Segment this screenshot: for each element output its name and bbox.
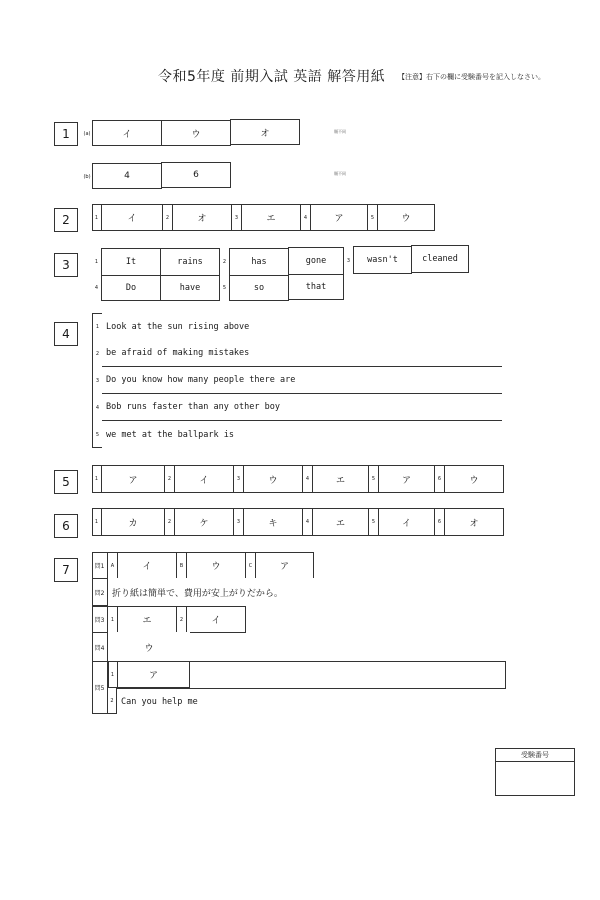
- q2-item-5-answer[interactable]: ウ: [377, 204, 435, 231]
- q5-item-2-number: 2: [167, 476, 172, 482]
- q3-item-1-word-1[interactable]: It: [101, 248, 161, 276]
- q4-row-5-answer[interactable]: we met at the ballpark is: [102, 421, 502, 448]
- q5-item-6-answer[interactable]: ウ: [444, 465, 504, 493]
- q7-part1-b-label: B: [179, 562, 184, 569]
- q7-part3-label: 問3: [92, 607, 108, 632]
- question-number-2: 2: [54, 208, 78, 232]
- q2-item-2-answer[interactable]: オ: [172, 204, 232, 231]
- q7-part3-item-2-number: 2: [179, 616, 184, 623]
- question-number-4: 4: [54, 322, 78, 346]
- q7-part2-answer[interactable]: 折り紙は簡単で、費用が安上がりだから。: [108, 578, 504, 606]
- q5-item-3-answer[interactable]: ウ: [243, 465, 303, 493]
- q6-item-3-answer[interactable]: キ: [243, 508, 303, 536]
- q7-part2-label: 問2: [92, 579, 108, 605]
- q6-item-4-number: 4: [305, 519, 310, 525]
- q7-part1-label: 問1: [92, 553, 108, 578]
- q3-item-4-number: 4: [94, 285, 99, 291]
- q7-part5-item-1-number: 1: [110, 671, 115, 678]
- q5-item-1-answer[interactable]: ア: [101, 465, 165, 493]
- q7-part1-c-label: C: [248, 562, 253, 569]
- q6-item-5-number: 5: [371, 519, 376, 525]
- q1-a-label: (a): [83, 131, 91, 137]
- q4-row-2-answer[interactable]: be afraid of making mistakes: [102, 340, 502, 367]
- q4-row-1-number: 1: [95, 324, 100, 330]
- q4-row-2-number: 2: [95, 351, 100, 357]
- question-number-7: 7: [54, 558, 78, 582]
- exam-number-input[interactable]: [496, 763, 574, 795]
- q6-item-2-number: 2: [167, 519, 172, 525]
- q7-part5-item-1-answer[interactable]: ア: [117, 661, 190, 688]
- q3-item-5-word-1[interactable]: so: [229, 275, 289, 301]
- q7-part3-item-2-answer[interactable]: イ: [186, 606, 246, 633]
- q3-item-2-word-1[interactable]: has: [229, 248, 289, 276]
- q1-b-answer-2[interactable]: 6: [161, 162, 231, 188]
- q6-item-2-answer[interactable]: ケ: [174, 508, 234, 536]
- q1-b-note: 順不同: [334, 171, 346, 176]
- question-number-6: 6: [54, 514, 78, 538]
- q3-item-3-number: 3: [346, 258, 351, 264]
- q1-a-note: 順不同: [334, 129, 346, 134]
- exam-number-label: 受験番号: [495, 748, 575, 762]
- q6-item-1-number: 1: [94, 519, 99, 525]
- q5-item-4-number: 4: [305, 476, 310, 482]
- q1-b-label: (b): [83, 174, 91, 180]
- q7-part4-label: 問4: [92, 633, 108, 661]
- page-title: 令和5年度 前期入試 英語 解答用紙: [158, 69, 386, 85]
- q7-part3-item-1-answer[interactable]: エ: [117, 606, 177, 633]
- q6-item-5-answer[interactable]: イ: [378, 508, 435, 536]
- question-number-1: 1: [54, 122, 78, 146]
- q2-item-2-number: 2: [165, 214, 170, 221]
- q3-item-2-word-2[interactable]: gone: [288, 247, 344, 275]
- q3-item-2-number: 2: [222, 259, 227, 265]
- q7-part5-item-2-number: 2: [108, 688, 117, 713]
- q3-item-1-number: 1: [94, 259, 99, 265]
- q5-item-6-number: 6: [437, 476, 442, 482]
- q2-item-3-number: 3: [234, 214, 239, 221]
- q5-item-5-number: 5: [371, 476, 376, 482]
- q7-part3-item-1-number: 1: [110, 616, 115, 623]
- q2-item-1-answer[interactable]: イ: [101, 204, 163, 231]
- q3-item-1-word-2[interactable]: rains: [160, 248, 220, 276]
- q3-item-4-word-1[interactable]: Do: [101, 275, 161, 301]
- instruction-note: 【注意】右下の欄に受験番号を記入しなさい。: [398, 73, 545, 81]
- q4-row-3-answer[interactable]: Do you know how many people there are: [102, 367, 502, 394]
- q1-a-answer-3[interactable]: オ: [230, 119, 300, 145]
- q4-row-1-answer[interactable]: Look at the sun rising above: [102, 313, 502, 341]
- q7-part4-answer[interactable]: ウ: [108, 632, 190, 662]
- q4-row-4-answer[interactable]: Bob runs faster than any other boy: [102, 394, 502, 421]
- q3-item-3-word-1[interactable]: wasn't: [353, 246, 412, 274]
- q2-item-5-number: 5: [370, 214, 375, 221]
- q7-part5-label: 問5: [92, 662, 108, 713]
- q2-item-1-number: 1: [94, 214, 99, 221]
- q7-part1-a-answer[interactable]: イ: [117, 552, 177, 579]
- q3-item-3-word-2[interactable]: cleaned: [411, 245, 469, 273]
- q5-item-1-number: 1: [94, 476, 99, 482]
- q3-item-4-word-2[interactable]: have: [160, 275, 220, 301]
- q7-part5-item-2-answer[interactable]: Can you help me: [117, 688, 506, 714]
- question-number-3: 3: [54, 253, 78, 277]
- q5-item-5-answer[interactable]: ア: [378, 465, 435, 493]
- q2-item-3-answer[interactable]: エ: [241, 204, 301, 231]
- q4-row-4-number: 4: [95, 405, 100, 411]
- q6-item-1-answer[interactable]: カ: [101, 508, 165, 536]
- q5-item-4-answer[interactable]: エ: [312, 465, 369, 493]
- q6-item-3-number: 3: [236, 519, 241, 525]
- q3-item-5-word-2[interactable]: that: [288, 274, 344, 300]
- q4-row-3-number: 3: [95, 378, 100, 384]
- q1-a-answer-2[interactable]: ウ: [161, 120, 231, 146]
- q1-b-answer-1[interactable]: 4: [92, 163, 162, 189]
- q6-item-4-answer[interactable]: エ: [312, 508, 369, 536]
- q5-item-3-number: 3: [236, 476, 241, 482]
- q6-item-6-answer[interactable]: オ: [444, 508, 504, 536]
- q4-row-5-number: 5: [95, 432, 100, 438]
- question-number-5: 5: [54, 470, 78, 494]
- q2-item-4-answer[interactable]: ア: [310, 204, 368, 231]
- q5-item-2-answer[interactable]: イ: [174, 465, 234, 493]
- q7-part1-b-answer[interactable]: ウ: [186, 552, 246, 579]
- q3-item-5-number: 5: [222, 285, 227, 291]
- q6-item-6-number: 6: [437, 519, 442, 525]
- q7-part1-c-answer[interactable]: ア: [255, 552, 314, 579]
- q7-part1-a-label: A: [110, 562, 115, 569]
- q1-a-answer-1[interactable]: イ: [92, 120, 162, 146]
- q2-item-4-number: 4: [303, 214, 308, 221]
